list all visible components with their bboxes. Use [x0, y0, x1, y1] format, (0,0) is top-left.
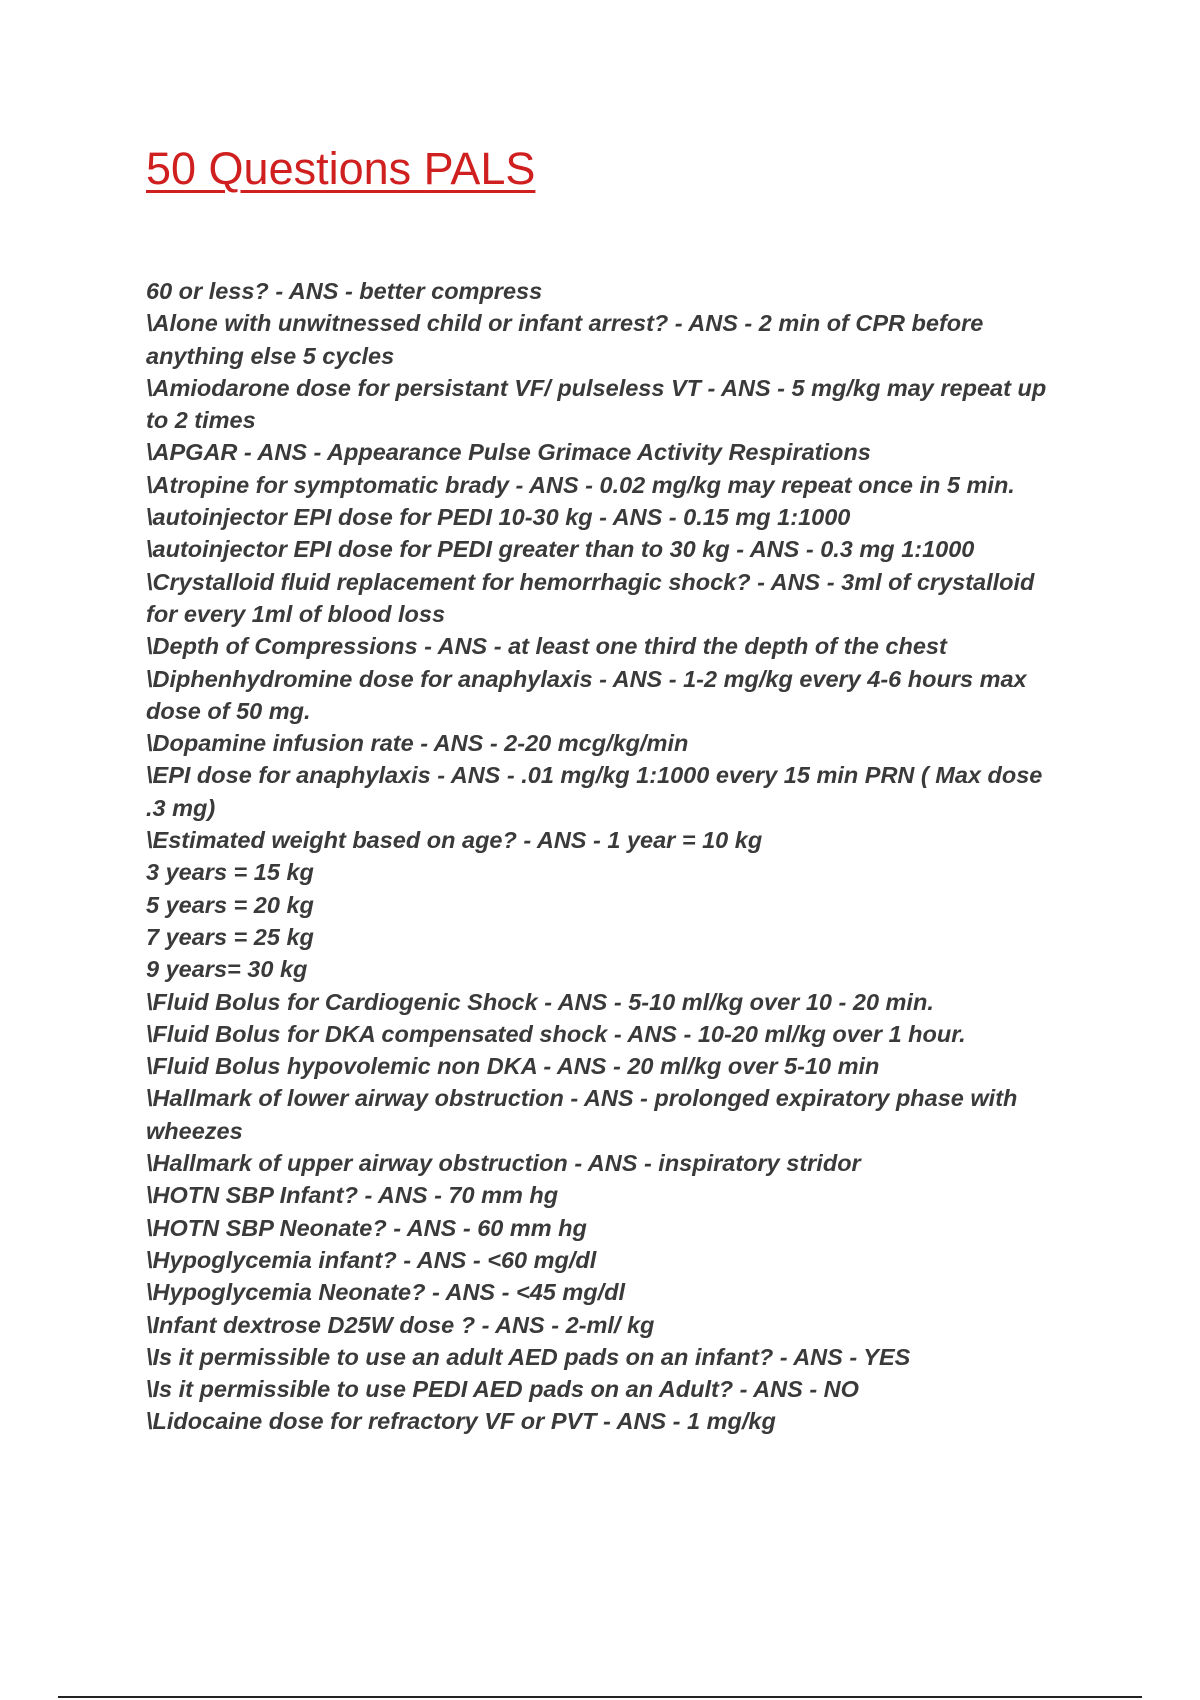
qa-line: \Infant dextrose D25W dose ? - ANS - 2-ml/ kg [146, 1311, 655, 1338]
qa-line: \Hypoglycemia infant? - ANS - <60 mg/dl [146, 1246, 597, 1273]
qa-line: for every 1ml of blood loss [146, 600, 446, 627]
qa-line: \autoinjector EPI dose for PEDI greater than to 30 kg - ANS - 0.3 mg 1:1000 [146, 536, 975, 563]
qa-line: to 2 times [146, 407, 256, 434]
qa-line: \Fluid Bolus for Cardiogenic Shock - ANS - 5-10 ml/kg over 10 - 20 min. [146, 988, 934, 1015]
qa-line: \Hallmark of upper airway obstruction - ANS - inspiratory stridor [146, 1150, 861, 1177]
qa-line: .3 mg) [146, 794, 216, 821]
qa-line: \HOTN SBP Neonate? - ANS - 60 mm hg [146, 1214, 587, 1241]
qa-line: \Dopamine infusion rate - ANS - 2-20 mcg/kg/min [146, 730, 689, 757]
qa-line: \Estimated weight based on age? - ANS - 1 year = 10 kg [146, 827, 763, 854]
qa-line: \Is it permissible to use PEDI AED pads on an Adult? - ANS - NO [146, 1376, 859, 1403]
qa-line: \Hallmark of lower airway obstruction - ANS - prolonged expiratory phase with [146, 1085, 1018, 1112]
qa-line: \Lidocaine dose for refractory VF or PVT - ANS - 1 mg/kg [146, 1408, 776, 1435]
qa-line: \Hypoglycemia Neonate? - ANS - <45 mg/dl [146, 1279, 626, 1306]
qa-line: \Amiodarone dose for persistant VF/ pulseless VT - ANS - 5 mg/kg may repeat up [146, 374, 1047, 401]
qa-list [146, 275, 1091, 1438]
qa-line: \Fluid Bolus hypovolemic non DKA - ANS - 20 ml/kg over 5-10 min [146, 1053, 880, 1080]
qa-line: 9 years= 30 kg [146, 956, 308, 983]
bottom-rule [58, 1696, 1142, 1698]
qa-line: \autoinjector EPI dose for PEDI 10-30 kg - ANS - 0.15 mg 1:1000 [146, 504, 851, 531]
qa-line: \Diphenhydromine dose for anaphylaxis - ANS - 1-2 mg/kg every 4-6 hours max [146, 665, 1027, 692]
qa-line: \EPI dose for anaphylaxis - ANS - .01 mg/kg 1:1000 every 15 min PRN ( Max dose [146, 762, 1043, 789]
qa-line: wheezes [146, 1117, 243, 1144]
qa-line: \Depth of Compressions - ANS - at least one third the depth of the chest [146, 633, 947, 660]
qa-line: \Alone with unwitnessed child or infant arrest? - ANS - 2 min of CPR before [146, 310, 984, 337]
qa-line: \HOTN SBP Infant? - ANS - 70 mm hg [146, 1182, 559, 1209]
qa-line: \Is it permissible to use an adult AED pads on an infant? - ANS - YES [146, 1343, 911, 1370]
qa-line: \APGAR - ANS - Appearance Pulse Grimace Activity Respirations [146, 439, 871, 466]
qa-line: \Fluid Bolus for DKA compensated shock - ANS - 10-20 ml/kg over 1 hour. [146, 1020, 966, 1047]
qa-line: dose of 50 mg. [146, 697, 311, 724]
qa-line: 60 or less? - ANS - better compress [146, 278, 543, 304]
qa-line: \Crystalloid fluid replacement for hemorrhagic shock? - ANS - 3ml of crystalloid [146, 568, 1035, 595]
qa-line: 5 years = 20 kg [146, 891, 314, 918]
qa-line: anything else 5 cycles [146, 342, 395, 369]
qa-line: \Atropine for symptomatic brady - ANS - 0.02 mg/kg may repeat once in 5 min. [146, 471, 1015, 498]
qa-line: 3 years = 15 kg [146, 859, 314, 886]
page-title: 50 Questions PALS [146, 143, 536, 194]
qa-line: 7 years = 25 kg [146, 923, 314, 950]
